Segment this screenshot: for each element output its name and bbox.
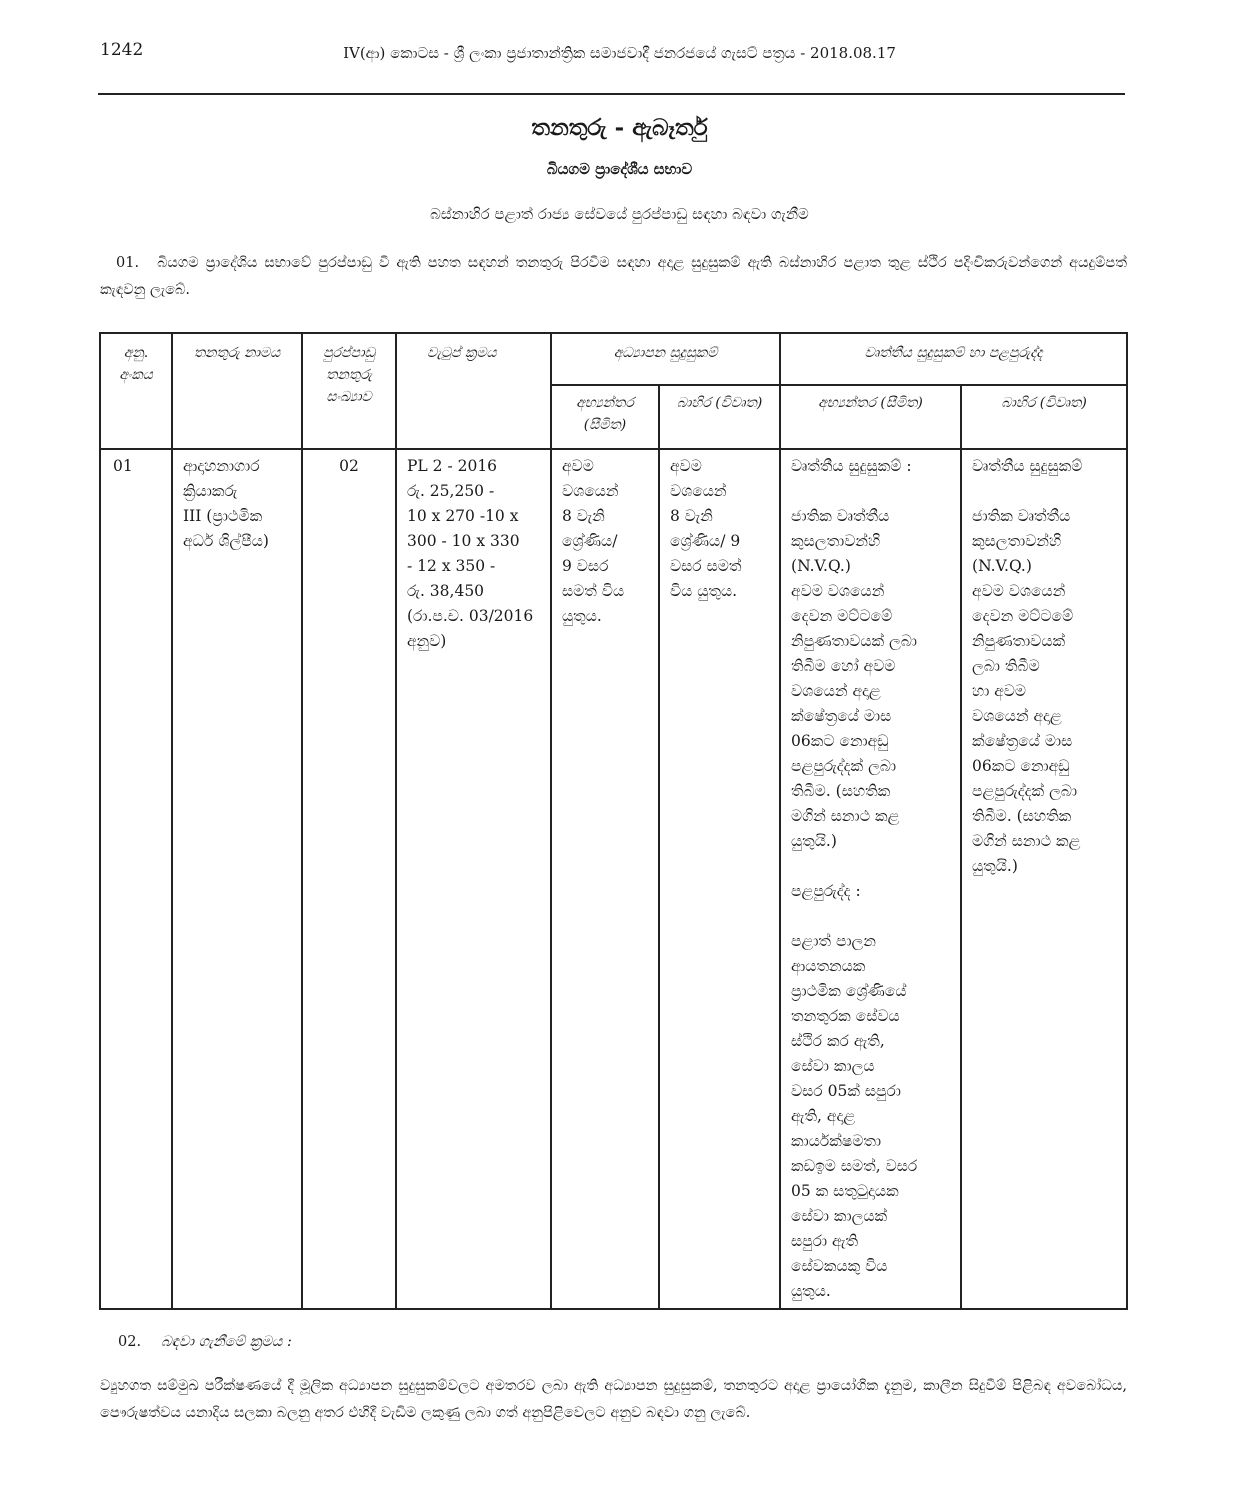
table-row	[100, 449, 1127, 1309]
section-number: 02.	[118, 1334, 142, 1350]
cell-edu-internal: අවම වශයෙන් 8 වැනි ශ්‍රේණිය/ 9 වසර සමත් විය යුතුය.	[551, 449, 659, 1309]
header-prof-internal: අභ්‍යන්තර (සීමිත)	[780, 385, 961, 449]
header-salary: වැටුප් ක්‍රමය	[396, 333, 551, 449]
header-prof-external: බාහිර (විවෘත)	[961, 385, 1127, 449]
page-subtitle: බියගම ප්‍රාදේශීය සභාව	[546, 160, 693, 178]
running-header: IV(ආ) කොටස - ශ්‍රී ලංකා ප්‍රජාතාන්ත්‍රික සමාජවාදී ජනරජයේ ගැසට් පත්‍රය - 2018.08.17	[343, 44, 896, 62]
paragraph-number: 01.	[116, 255, 140, 271]
cell-salary: PL 2 - 2016 රු. 25,250 - 10 x 270 -10 x 300 - 10 x 330 - 12 x 350 - රු. 38,450 (රා.ප.ච. 03/2016 අනුව)	[396, 449, 551, 1309]
page-number: 1242	[100, 40, 144, 60]
header-professional: වෘත්තීය සුදුසුකම් හා පළපුරුද්ද	[780, 333, 1127, 385]
header-education: අධ්‍යාපන සුදුසුකම්	[551, 333, 780, 385]
cell-serial: 01	[100, 449, 172, 1309]
cell-edu-external: අවම වශයෙන් 8 වැනි ශ්‍රේණිය/ 9 වසර සමත් විය යුතුය.	[659, 449, 780, 1309]
intro-paragraph	[100, 250, 1127, 304]
header-serial: අනු. අංකය	[100, 333, 172, 449]
cell-vacancies: 02	[302, 449, 396, 1309]
section-heading: බස්නාහිර පළාත් රාජ්‍ය සේවයේ පුරප්පාඩු සඳහා බඳවා ගැනීම	[430, 205, 809, 223]
header-edu-internal: අභ්‍යන්තර (සීමිත)	[551, 385, 659, 449]
paragraph-text: බියගම ප්‍රාදේශිය සභාවේ පුරප්පාඩු වී ඇති පහත සඳහන් තනතුරු පිරවීම සඳහා අදාළ සුදුසුකම් ඇති බස්නාහිර පළාත තුළ ස්ථිර පදිංචිකරුවන්ගෙන් අයදුම්පත් කැඳවනු ලැබේ.	[100, 255, 1127, 298]
recruitment-method-heading	[118, 1334, 292, 1350]
cell-prof-external: වෘත්තීය සුදුසුකම් ජාතික වෘත්තීය කුසලතාවන්හි (N.V.Q.) අවම වශයෙන් දෙවන මට්ටමේ නිපුණතාවයක් ලබා තිබීම හා අවම වශයෙන් අදාළ ක්ෂේත්‍රයේ මාස 06කට නොඅඩු පළපුරුද්දක් ලබා තිබීම. (සහතික මගින් සනාථ කළ යුතුයි.)	[961, 449, 1127, 1309]
header-rule	[98, 93, 1125, 95]
recruitment-method-paragraph: ව්‍යුහගත සම්මුඛ පරීක්ෂණයේ දී මූලික අධ්‍යාපන සුදුසුකම්වලට අමතරව ලබා ඇති අධ්‍යාපන සුදුසුකම්, තනතුරට අදාළ ප්‍රායෝගික දැනුම, කාලීන සිදුවීම් පිළිබඳ අවබෝධය, පෞරුෂත්වය යනාදිය සලකා බලනු අතර එහිදී වැඩිම ලකුණු ලබා ගත් අනුපිළිවෙලට අනුව බඳවා ගනු ලැබේ.	[100, 1378, 1127, 1421]
page-title: තනතුරු - ඇබෑර්තු	[531, 114, 708, 141]
vacancy-table	[99, 332, 1128, 1310]
header-vacancies: පුරප්පාඩු තනතුරු සංඛ්‍යාව	[302, 333, 396, 449]
cell-prof-internal: වෘත්තීය සුදුසුකම් : ජාතික වෘත්තීය කුසලතාවන්හි (N.V.Q.) අවම වශයෙන් දෙවන මට්ටමේ නිපුණතාවයක් ලබා තිබීම හෝ අවම වශයෙන් අදාළ ක්ෂේත්‍රයේ මාස 06කට නොඅඩු පළපුරුද්දක් ලබා තිබීම. (සහතික මගින් සනාථ කළ යුතුයි.) පළපුරුද්ද : පළාත් පාලන ආයතනයක ප්‍රාථමික ශ්‍රේණියේ තනතුරක සේවය ස්ථිර කර ඇති, සේවා කාලය වසර 05ක් සපුරා ඇති, අදාළ කාර්යක්ෂමතා කඩඉම සමත්, වසර 05 ක සතුටුදායක සේවා කාලයක් සපුරා ඇති සේවකයකු විය යුතුය.	[780, 449, 961, 1309]
cell-post: ආදාහනාගාර ක්‍රියාකරු III (ප්‍රාථමික අර්ධ ශිල්පීය)	[172, 449, 302, 1309]
section-label: බඳවා ගැනීමේ ක්‍රමය :	[161, 1334, 292, 1350]
header-post: තනතුරු නාමය	[172, 333, 302, 449]
header-edu-external: බාහිර (විවෘත)	[659, 385, 780, 449]
